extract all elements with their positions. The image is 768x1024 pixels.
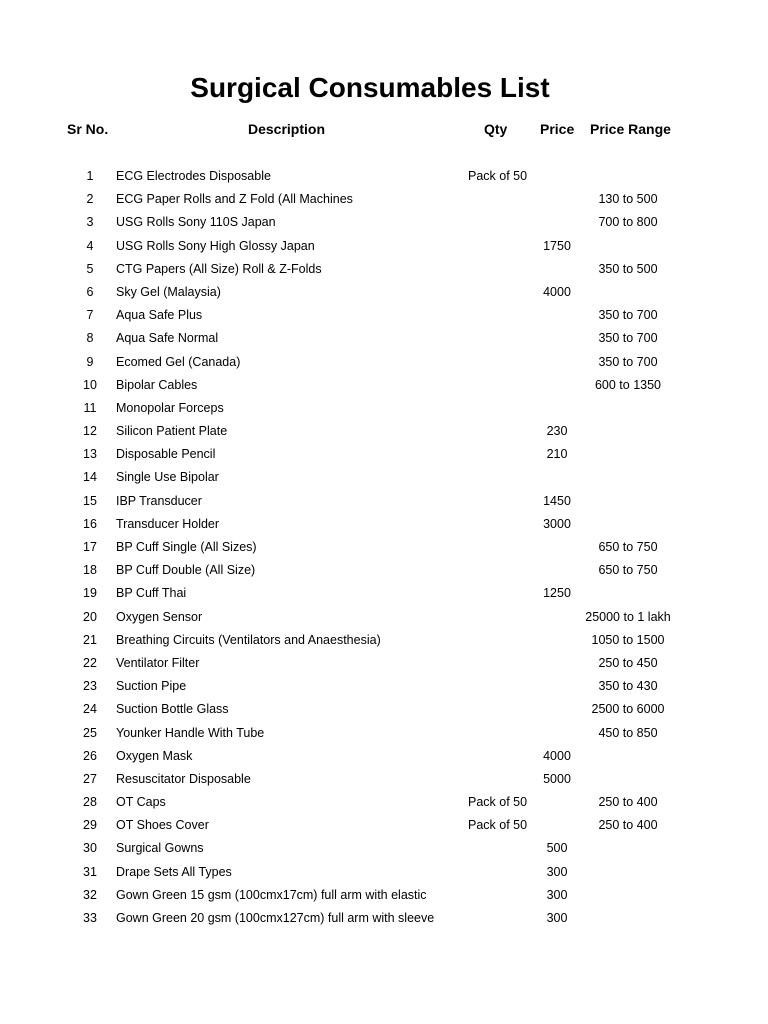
price-range-cell: 250 to 450	[598, 655, 658, 670]
description-cell: Resuscitator Disposable	[116, 771, 251, 786]
description-cell: OT Shoes Cover	[116, 818, 209, 833]
description-cell: Gown Green 20 gsm (100cmx127cm) full arm with sleeve	[116, 911, 435, 925]
sr-no-cell: 18	[83, 563, 97, 578]
description-cell: Monopolar Forceps	[116, 400, 224, 415]
price-cell: 1750	[543, 238, 571, 253]
description-cell: Aqua Safe Normal	[116, 331, 219, 346]
description-cell: Single Use Bipolar	[116, 470, 219, 485]
sr-no-cell: 3	[86, 215, 94, 230]
description-cell: Transducer Holder	[116, 516, 220, 531]
sr-no-cell: 28	[83, 795, 97, 810]
price-range-cell: 350 to 700	[598, 331, 658, 346]
column-header-price: Price	[540, 121, 575, 137]
table-row	[0, 675, 768, 698]
description-cell: Aqua Safe Plus	[116, 308, 203, 323]
price-range-cell: 700 to 800	[598, 215, 658, 230]
price-cell: 4000	[543, 284, 571, 299]
description-cell: ECG Paper Rolls and Z Fold (All Machines	[116, 192, 353, 207]
price-range-cell: 25000 to 1 lakh	[585, 609, 671, 624]
sr-no-cell: 12	[83, 424, 97, 439]
sr-no-cell: 13	[83, 447, 97, 462]
table-row	[0, 513, 768, 536]
price-range-cell: 350 to 430	[598, 679, 658, 694]
price-cell: 300	[546, 887, 568, 902]
sr-no-cell: 16	[83, 516, 97, 531]
description-cell: Breathing Circuits (Ventilators and Anaesthesia)	[116, 632, 381, 647]
table-row	[0, 861, 768, 884]
price-cell: 4000	[543, 748, 571, 763]
price-cell: 230	[546, 424, 568, 439]
price-range-cell: 2500 to 6000	[591, 702, 665, 717]
sr-no-cell: 33	[83, 911, 97, 925]
description-cell: Bipolar Cables	[116, 377, 198, 392]
price-range-cell: 650 to 750	[598, 563, 658, 578]
price-cell: 300	[546, 864, 568, 879]
price-range-cell: 250 to 400	[598, 795, 658, 810]
price-range-cell: 450 to 850	[598, 725, 658, 740]
table-row	[0, 351, 768, 374]
description-cell: Ecomed Gel (Canada)	[116, 354, 241, 369]
sr-no-cell: 7	[86, 308, 94, 323]
qty-cell: Pack of 50	[468, 795, 528, 810]
sr-no-cell: 22	[83, 655, 97, 670]
sr-no-cell: 5	[86, 261, 94, 276]
table-row	[0, 629, 768, 652]
table-row	[0, 536, 768, 559]
table-row	[0, 559, 768, 582]
sr-no-cell: 2	[86, 192, 94, 207]
price-cell: 300	[546, 911, 568, 925]
table-row	[0, 258, 768, 281]
qty-cell: Pack of 50	[468, 169, 528, 183]
price-range-cell: 600 to 1350	[594, 377, 662, 392]
price-range-cell: 1050 to 1500	[591, 632, 665, 647]
table-row	[0, 582, 768, 605]
description-cell: BP Cuff Double (All Size)	[116, 563, 256, 578]
price-cell: 500	[546, 841, 568, 856]
sr-no-cell: 26	[83, 748, 97, 763]
sr-no-cell: 1	[86, 169, 94, 183]
column-header-qty: Qty	[484, 121, 508, 137]
price-range-cell: 350 to 700	[598, 308, 658, 323]
description-cell: Silicon Patient Plate	[116, 424, 228, 439]
price-range-cell: 350 to 700	[598, 354, 658, 369]
description-cell: Disposable Pencil	[116, 447, 216, 462]
table-row	[0, 327, 768, 350]
sr-no-cell: 20	[83, 609, 97, 624]
table-row	[0, 884, 768, 907]
description-cell: BP Cuff Thai	[116, 586, 187, 601]
description-cell: CTG Papers (All Size) Roll & Z-Folds	[116, 261, 322, 276]
sr-no-cell: 21	[83, 632, 97, 647]
sr-no-cell: 27	[83, 771, 97, 786]
sr-no-cell: 30	[83, 841, 97, 856]
description-cell: Gown Green 15 gsm (100cmx17cm) full arm with elastic	[116, 887, 427, 902]
description-cell: IBP Transducer	[116, 493, 202, 508]
price-range-cell: 250 to 400	[598, 818, 658, 833]
table-row	[0, 490, 768, 513]
description-cell: OT Caps	[116, 795, 166, 810]
table-row	[0, 443, 768, 466]
sr-no-cell: 29	[83, 818, 97, 833]
description-cell: Ventilator Filter	[116, 655, 200, 670]
sr-no-cell: 14	[83, 470, 97, 485]
table-row	[0, 768, 768, 791]
price-cell: 5000	[543, 771, 571, 786]
table-row	[0, 466, 768, 489]
table-row	[0, 722, 768, 745]
table-row	[0, 374, 768, 397]
table-row	[0, 745, 768, 768]
description-cell: Oxygen Sensor	[116, 609, 203, 624]
table-row	[0, 165, 768, 188]
description-cell: Younker Handle With Tube	[116, 725, 265, 740]
description-cell: Oxygen Mask	[116, 748, 193, 763]
table-row	[0, 814, 768, 837]
sr-no-cell: 25	[83, 725, 97, 740]
description-cell: Drape Sets All Types	[116, 864, 232, 879]
table-row	[0, 791, 768, 814]
table-row	[0, 606, 768, 629]
page-title: Surgical Consumables List	[190, 72, 550, 103]
description-cell: Surgical Gowns	[116, 841, 204, 856]
table-row	[0, 907, 768, 930]
price-cell: 1250	[543, 586, 571, 601]
sr-no-cell: 32	[83, 887, 97, 902]
description-cell: USG Rolls Sony 110S Japan	[116, 215, 276, 230]
table-row	[0, 304, 768, 327]
column-header-sr-no: Sr No.	[67, 121, 109, 137]
column-header-price-range: Price Range	[590, 121, 671, 137]
table-row	[0, 420, 768, 443]
consumables-table-body	[0, 165, 768, 930]
sr-no-cell: 10	[83, 377, 97, 392]
sr-no-cell: 23	[83, 679, 97, 694]
table-row	[0, 652, 768, 675]
table-row	[0, 211, 768, 234]
sr-no-cell: 24	[83, 702, 97, 717]
sr-no-cell: 19	[83, 586, 97, 601]
price-cell: 210	[546, 447, 568, 462]
price-cell: 1450	[543, 493, 571, 508]
price-range-cell: 650 to 750	[598, 540, 658, 554]
description-cell: ECG Electrodes Disposable	[116, 169, 271, 183]
table-row	[0, 698, 768, 721]
table-row	[0, 837, 768, 860]
description-cell: Sky Gel (Malaysia)	[116, 284, 221, 299]
column-header-description: Description	[248, 121, 326, 137]
description-cell: USG Rolls Sony High Glossy Japan	[116, 238, 315, 253]
price-range-cell: 130 to 500	[598, 192, 658, 207]
table-row	[0, 281, 768, 304]
price-range-cell: 350 to 500	[598, 261, 658, 276]
sr-no-cell: 31	[83, 864, 97, 879]
description-cell: Suction Pipe	[116, 679, 187, 694]
sr-no-cell: 4	[86, 238, 94, 253]
sr-no-cell: 11	[83, 400, 97, 415]
description-cell: Suction Bottle Glass	[116, 702, 229, 717]
sr-no-cell: 6	[86, 284, 94, 299]
description-cell: BP Cuff Single (All Sizes)	[116, 540, 257, 554]
price-cell: 3000	[543, 516, 571, 531]
sr-no-cell: 8	[86, 331, 94, 346]
qty-cell: Pack of 50	[468, 818, 528, 833]
sr-no-cell: 17	[83, 540, 97, 554]
sr-no-cell: 15	[83, 493, 97, 508]
sr-no-cell: 9	[86, 354, 94, 369]
table-row	[0, 235, 768, 258]
table-row	[0, 188, 768, 211]
table-row	[0, 397, 768, 420]
